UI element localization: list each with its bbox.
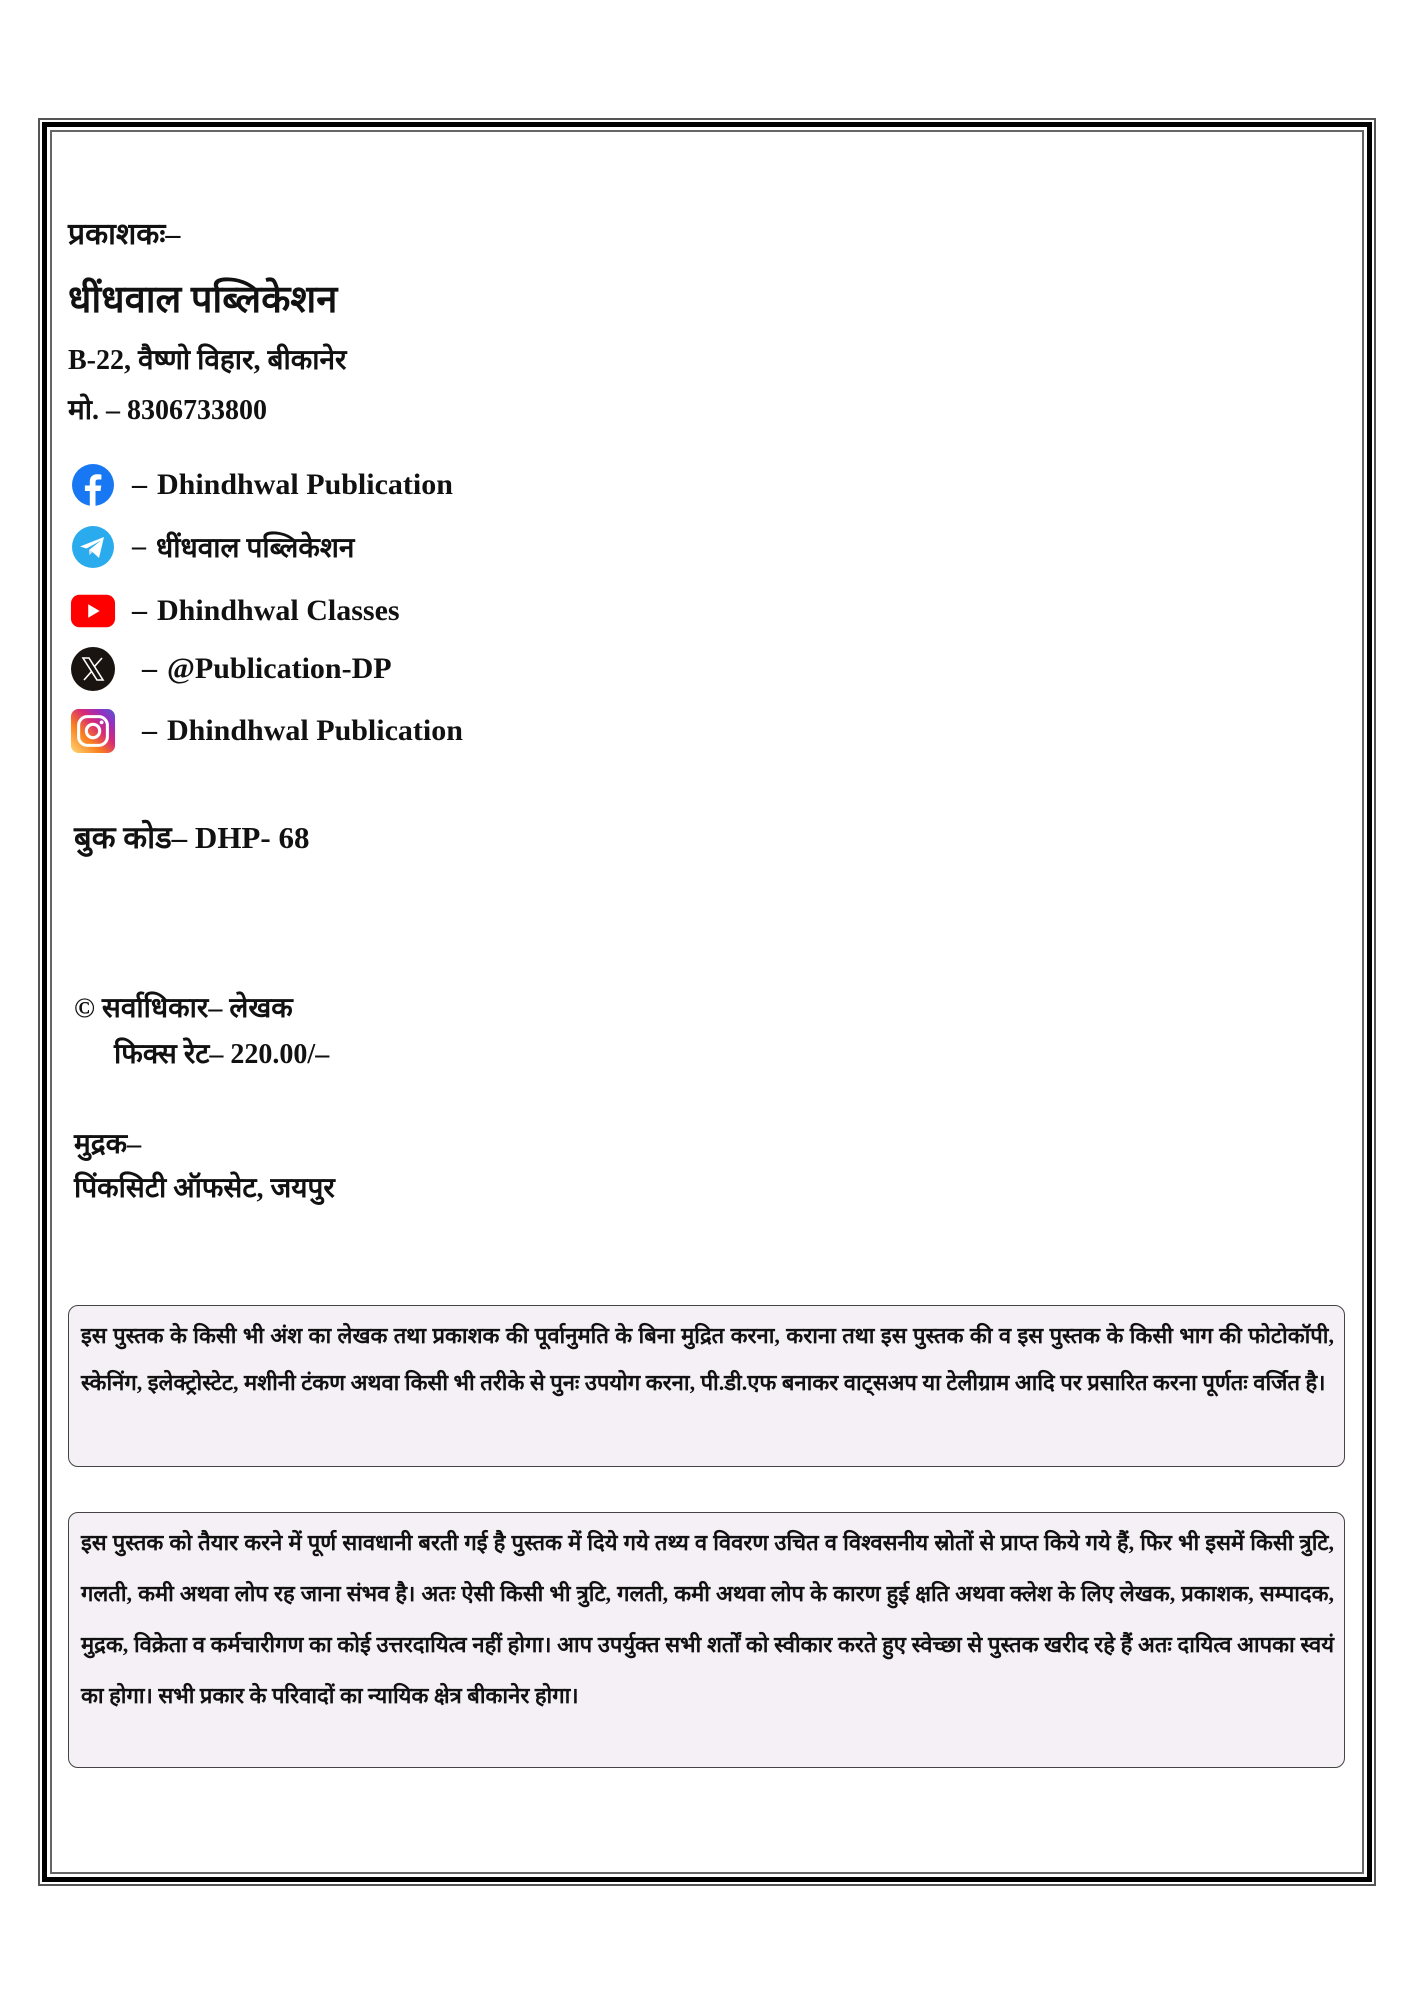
social-handle: Dhindhwal Publication: [157, 468, 453, 501]
social-separator: –: [132, 468, 147, 501]
social-handle: Dhindhwal Classes: [157, 594, 400, 627]
printer-name: पिंकसिटी ऑफसेट, जयपुर: [74, 1173, 335, 1204]
copyright-notice: © सर्वाधिकार– लेखक: [74, 993, 293, 1024]
social-separator: –: [132, 531, 146, 562]
instagram-icon: [70, 708, 116, 754]
telegram-icon: [70, 524, 116, 570]
social-separator: –: [142, 652, 157, 685]
social-facebook[interactable]: [70, 462, 453, 508]
youtube-icon: [70, 588, 116, 634]
social-handle: Dhindhwal Publication: [167, 714, 463, 747]
book-code: बुक कोड– DHP- 68: [74, 820, 310, 855]
social-separator: –: [132, 594, 147, 627]
facebook-icon: [70, 462, 116, 508]
social-instagram[interactable]: [70, 708, 463, 754]
social-separator: –: [142, 714, 157, 747]
social-youtube[interactable]: [70, 588, 400, 634]
publisher-label: प्रकाशकः–: [68, 218, 181, 251]
social-telegram[interactable]: [70, 524, 354, 570]
fixed-price: फिक्स रेट– 220.00/–: [114, 1039, 330, 1070]
social-x[interactable]: [70, 646, 392, 692]
publisher-mobile: मो. – 8306733800: [68, 395, 267, 426]
printer-label: मुद्रक–: [74, 1129, 142, 1160]
social-handle: @Publication-DP: [167, 652, 392, 685]
reproduction-notice-text: इस पुस्तक के किसी भी अंश का लेखक तथा प्रकाशक की पूर्वानुमति के बिना मुद्रित करना, कराना तथा इस पुस्तक की व इस पुस्तक के किसी भाग की फोटोकॉपी, स्केनिंग, इलेक्ट्रोस्टेट, मशीनी टंकण अथवा किसी भी तरीके से पुनः उपयोग करना, पी.डी.एफ बनाकर वाट्सअप या टेलीग्राम आदि पर प्रसारित करना पूर्णतः वर्जित है।: [81, 1323, 1334, 1395]
reproduction-notice-box: [68, 1305, 1345, 1467]
publisher-address: B-22, वैष्णो विहार, बीकानेर: [68, 345, 347, 376]
x-icon: [70, 646, 116, 692]
social-handle: धींधवाल पब्लिकेशन: [156, 533, 355, 564]
disclaimer-notice-text: इस पुस्तक को तैयार करने में पूर्ण सावधानी बरती गई है पुस्तक में दिये गये तथ्य व विवरण उचित व विश्वसनीय स्रोतों से प्राप्त किये गये हैं, फिर भी इसमें किसी त्रुटि, गलती, कमी अथवा लोप रह जाना संभव है। अतः ऐसी किसी भी त्रुटि, गलती, कमी अथवा लोप के कारण हुई क्षति अथवा क्लेश के लिए लेखक, प्रकाशक, सम्पादक, मुद्रक, विक्रेता व कर्मचारीगण का कोई उत्तरदायित्व नहीं होगा। आप उपर्युक्त सभी शर्तों को स्वीकार करते हुए स्वेच्छा से पुस्तक खरीद रहे हैं अतः दायित्व आपका स्वयं का होगा। सभी प्रकार के परिवादों का न्यायिक क्षेत्र बीकानेर होगा।: [81, 1530, 1334, 1708]
publisher-name: धींधवाल पब्लिकेशन: [68, 279, 338, 321]
disclaimer-notice-box: [68, 1512, 1345, 1768]
